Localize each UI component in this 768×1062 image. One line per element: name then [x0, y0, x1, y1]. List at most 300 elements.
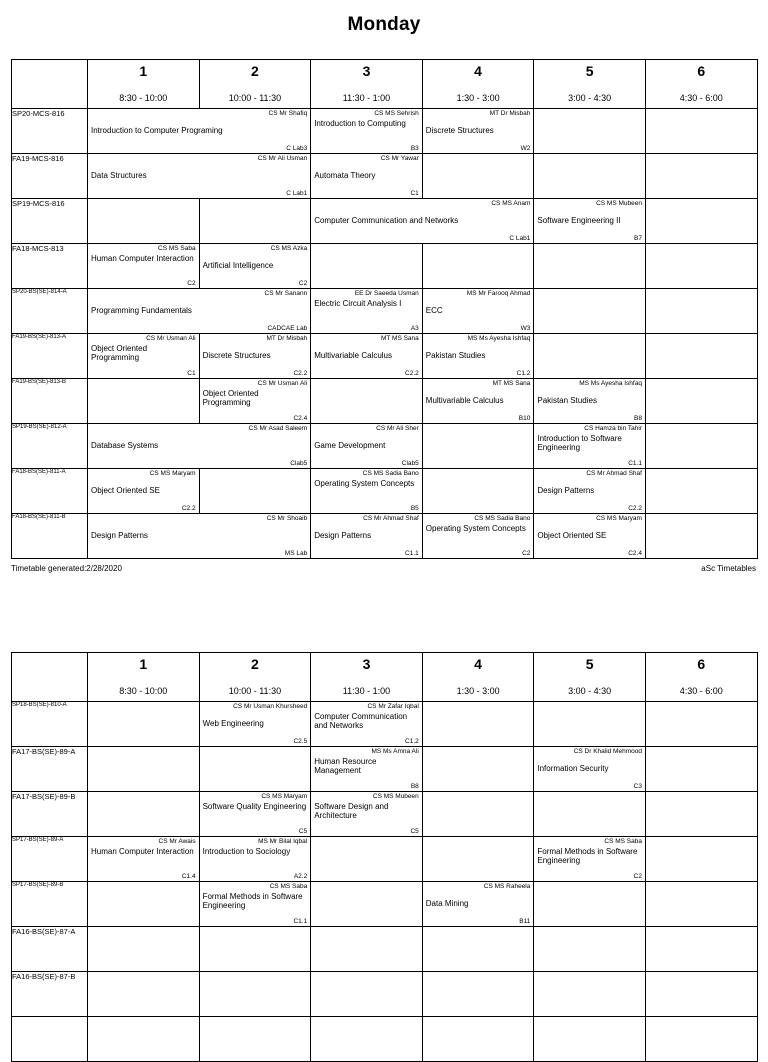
lecturer-name: CS MS Saba	[269, 883, 308, 890]
subject-name: Pakistan Studies	[425, 351, 486, 361]
table-row	[12, 244, 758, 289]
period-number: 2	[250, 656, 259, 672]
empty-cell	[422, 469, 534, 514]
class-group-label: FA19-MCS-816	[12, 154, 88, 199]
lecturer-name: MT MS Sana	[380, 335, 419, 342]
class-group-label: FA16-BS(SE)-87-B	[12, 972, 88, 1017]
lecturer-name: CS MS Saba	[604, 838, 642, 845]
period-header	[311, 653, 423, 702]
lecturer-name: MS Ms Amna Ali	[371, 748, 419, 755]
empty-cell	[534, 792, 646, 837]
room-code: MS Lab	[284, 550, 308, 557]
lecturer-name: MT Dr Misbah	[266, 335, 308, 342]
table-row	[12, 424, 758, 469]
lesson-cell	[534, 379, 646, 424]
subject-name: Introduction to Software Engineering	[537, 434, 622, 453]
table-row	[12, 927, 758, 972]
lecturer-name: CS MS Maryam	[261, 793, 308, 800]
empty-cell	[534, 289, 646, 334]
period-number: 3	[362, 63, 371, 79]
room-code: C2.2	[181, 505, 196, 512]
period-time: 11:30 - 1:00	[342, 686, 391, 696]
period-number: 1	[139, 63, 148, 79]
table-row	[12, 109, 758, 154]
empty-cell	[311, 379, 423, 424]
lesson-cell	[534, 514, 646, 559]
lecturer-name: MS Ms Ayesha Ishfaq	[579, 380, 642, 387]
period-number: 5	[585, 63, 594, 79]
lesson-cell	[199, 792, 311, 837]
period-header	[88, 60, 200, 109]
subject-name: Discrete Structures	[425, 126, 494, 136]
empty-cell	[645, 792, 757, 837]
subject-name: Data Mining	[425, 899, 469, 909]
lesson-cell	[311, 747, 423, 792]
lesson-cell	[534, 837, 646, 882]
subject-name: Design Patterns	[91, 531, 148, 541]
empty-cell	[534, 882, 646, 927]
class-group-label: FA17-BS(SE)-89-B	[12, 792, 88, 837]
room-code: B5	[410, 505, 419, 512]
lecturer-name: CS MS Sehrish	[374, 110, 419, 117]
lecturer-name: CS Mr Usman Ali	[257, 380, 308, 387]
empty-cell	[645, 972, 757, 1017]
lecturer-name: CS Mr Ali Sher	[376, 425, 419, 432]
period-number: 2	[250, 63, 259, 79]
lecturer-name: CS Mr Shafiq	[268, 110, 308, 117]
room-code: B8	[410, 783, 419, 790]
class-group-label: SP18-BS(SE)-810-A	[12, 702, 88, 747]
subject-name: Introduction to Sociology	[202, 847, 291, 856]
room-code: Clab5	[401, 460, 419, 467]
period-time: 1:30 - 3:00	[456, 93, 500, 103]
subject-name: Electric Circuit Analysis I	[314, 299, 402, 308]
timetable-monday	[11, 59, 758, 559]
subject-name: Design Patterns	[537, 486, 595, 496]
period-time: 8:30 - 10:00	[119, 686, 168, 696]
table-row	[12, 792, 758, 837]
subject-name: Software Engineering II	[537, 216, 621, 226]
empty-cell	[422, 927, 534, 972]
room-code: C2.2	[628, 505, 642, 512]
room-code: Clab5	[290, 460, 308, 467]
lesson-cell	[311, 469, 423, 514]
empty-cell	[422, 702, 534, 747]
class-group-label: FA19-BS(SE)-813-B	[12, 379, 88, 424]
room-code: C2.4	[293, 415, 308, 422]
subject-name: Software Design and Architecture	[314, 802, 389, 821]
period-header	[199, 60, 311, 109]
empty-cell	[422, 747, 534, 792]
period-header	[645, 653, 757, 702]
class-group-label: FA18-BS(SE)-811-A	[12, 469, 88, 514]
table-row	[12, 837, 758, 882]
room-code: C2.2	[293, 370, 308, 377]
room-code: C1.4	[181, 873, 196, 880]
period-time: 3:00 - 4:30	[568, 686, 612, 696]
room-code: C2	[187, 280, 196, 287]
lesson-cell	[88, 514, 311, 559]
period-number: 4	[474, 63, 482, 79]
subject-name: Operating System Concepts	[425, 524, 526, 533]
subject-name: Introduction to Computer Programing	[91, 126, 223, 136]
subject-name: Game Development	[314, 441, 386, 451]
empty-cell	[311, 882, 423, 927]
lesson-cell	[422, 334, 534, 379]
period-number: 1	[139, 656, 148, 672]
subject-name: Object Oriented SE	[91, 486, 160, 496]
empty-cell	[645, 837, 757, 882]
empty-cell	[88, 972, 200, 1017]
empty-cell	[645, 882, 757, 927]
lecturer-name: CS Mr Zafar Iqbal	[367, 703, 419, 710]
class-group-label: SP17-BS(SE)-89-B	[12, 882, 88, 927]
empty-cell	[534, 154, 646, 199]
subject-name: Software Quality Engineering	[202, 802, 307, 811]
lecturer-name: CS MS Anam	[491, 200, 531, 207]
subject-name: Web Engineering	[202, 719, 264, 729]
table-row	[12, 882, 758, 927]
empty-cell	[199, 469, 311, 514]
room-code: C1.2	[405, 738, 419, 745]
room-code: C5	[298, 828, 308, 835]
lesson-cell	[311, 289, 423, 334]
lecturer-name: CS Mr Usman Ali	[146, 335, 196, 342]
period-time: 10:00 - 11:30	[228, 686, 282, 696]
empty-cell	[534, 334, 646, 379]
empty-cell	[645, 244, 757, 289]
lecturer-name: MT Dr Misbah	[489, 110, 531, 117]
empty-cell	[311, 1017, 423, 1062]
empty-cell	[645, 289, 757, 334]
empty-cell	[199, 199, 311, 244]
lecturer-name: CS MS Mubeen	[596, 200, 642, 207]
subject-name: ECC	[425, 306, 443, 316]
lesson-cell	[88, 469, 200, 514]
subject-name: Computer Communication and Networks	[314, 216, 459, 226]
room-code: C2	[298, 280, 308, 287]
room-code: C Lab1	[286, 190, 308, 197]
subject-name: Formal Methods in Software Engineering	[537, 847, 638, 866]
table-row	[12, 702, 758, 747]
table-row	[12, 1017, 758, 1062]
lesson-cell	[422, 514, 534, 559]
period-header	[422, 653, 534, 702]
room-code: C1.1	[628, 460, 642, 467]
empty-cell	[199, 927, 311, 972]
table-row	[12, 747, 758, 792]
subject-name: Operating System Concepts	[314, 479, 415, 488]
subject-name: Design Patterns	[314, 531, 372, 541]
lecturer-name: CS Mr Awais	[158, 838, 196, 845]
empty-cell	[422, 154, 534, 199]
empty-cell	[88, 747, 200, 792]
lecturer-name: CS Mr Usman Khursheed	[233, 703, 308, 710]
lesson-cell	[422, 109, 534, 154]
lesson-cell	[422, 882, 534, 927]
subject-name: Object Oriented Programming	[91, 344, 148, 363]
lesson-cell	[88, 424, 311, 469]
lesson-cell	[311, 199, 534, 244]
period-time: 4:30 - 6:00	[679, 686, 723, 696]
lesson-cell	[199, 837, 311, 882]
lecturer-name: CS Mr Ahmad Shaf	[586, 470, 642, 477]
table-row	[12, 972, 758, 1017]
room-code: C2.5	[293, 738, 308, 745]
lecturer-name: CS MS Maryam	[596, 515, 642, 522]
subject-name: Programming Fundamentals	[91, 306, 192, 316]
empty-cell	[534, 244, 646, 289]
table-row	[12, 154, 758, 199]
lesson-cell	[88, 109, 311, 154]
subject-name: Human Computer Interaction	[91, 254, 194, 263]
room-code: C2	[522, 550, 531, 557]
lecturer-name: CS Mr Sanann	[264, 290, 308, 297]
subject-name: Introduction to Computing	[314, 119, 406, 128]
lecturer-name: MT MS Sana	[492, 380, 531, 387]
period-header	[422, 60, 534, 109]
generated-date: Timetable generated:2/28/2020	[11, 564, 122, 573]
empty-cell	[88, 792, 200, 837]
period-number: 3	[362, 656, 371, 672]
empty-cell	[311, 972, 423, 1017]
period-number: 4	[474, 656, 482, 672]
class-group-label: FA18-MCS-813	[12, 244, 88, 289]
lecturer-name: MS Mr Farooq Ahmad	[466, 290, 531, 297]
empty-cell	[311, 244, 423, 289]
room-code: C1.2	[516, 370, 531, 377]
room-code: C5	[410, 828, 419, 835]
room-code: C1	[410, 190, 419, 197]
empty-cell	[645, 154, 757, 199]
lecturer-name: CS Hamza bin Tahir	[584, 425, 642, 432]
lesson-cell	[534, 747, 646, 792]
empty-cell	[422, 244, 534, 289]
class-group-label: SP20-BS(SE)-814-A	[12, 289, 88, 334]
empty-cell	[645, 199, 757, 244]
period-time: 8:30 - 10:00	[119, 93, 168, 103]
lesson-cell	[311, 334, 423, 379]
lecturer-name: CS MS Sadia Bano	[474, 515, 531, 522]
empty-cell	[645, 334, 757, 379]
room-code: C1	[187, 370, 196, 377]
room-code: B7	[634, 235, 642, 242]
lesson-cell	[199, 379, 311, 424]
room-code: A2.2	[293, 873, 308, 880]
room-code: C Lab1	[509, 235, 531, 242]
period-header	[645, 60, 757, 109]
room-code: B3	[410, 145, 419, 152]
empty-cell	[422, 424, 534, 469]
period-time: 11:30 - 1:00	[342, 93, 391, 103]
empty-cell	[88, 702, 200, 747]
lecturer-name: CS MS Raheela	[483, 883, 531, 890]
corner-cell	[12, 60, 88, 109]
empty-cell	[88, 199, 200, 244]
period-number: 5	[585, 656, 594, 672]
period-header	[199, 653, 311, 702]
lesson-cell	[534, 424, 646, 469]
room-code: C1.1	[405, 550, 419, 557]
lecturer-name: CS Mr Yawar	[380, 155, 419, 162]
empty-cell	[534, 702, 646, 747]
subject-name: Human Resource Management	[314, 757, 377, 776]
class-group-label: FA19-BS(SE)-813-A	[12, 334, 88, 379]
subject-name: Object Oriented SE	[537, 531, 607, 541]
table-row	[12, 469, 758, 514]
empty-cell	[645, 424, 757, 469]
room-code: C Lab3	[286, 145, 308, 152]
period-header	[311, 60, 423, 109]
lesson-cell	[311, 424, 423, 469]
subject-name: Computer Communication and Networks	[314, 712, 408, 731]
lecturer-name: EE Dr Saeeda Usman	[354, 290, 419, 297]
room-code: C2	[633, 873, 642, 880]
subject-name: Multivariable Calculus	[425, 396, 504, 406]
room-code: C1.1	[293, 918, 308, 925]
lesson-cell	[311, 514, 423, 559]
lecturer-name: CS Mr Asad Saleem	[248, 425, 308, 432]
empty-cell	[645, 702, 757, 747]
room-code: CADCAE Lab	[267, 325, 308, 332]
lecturer-name: CS Mr Ahmad Shaf	[363, 515, 419, 522]
empty-cell	[422, 837, 534, 882]
page-title: Monday	[347, 14, 421, 35]
empty-cell	[199, 747, 311, 792]
subject-name: Multivariable Calculus	[314, 351, 392, 361]
empty-cell	[645, 109, 757, 154]
period-time: 10:00 - 11:30	[228, 93, 282, 103]
empty-cell	[199, 972, 311, 1017]
class-group-label: FA18-BS(SE)-811-B	[12, 514, 88, 559]
subject-name: Automata Theory	[314, 171, 376, 181]
lecturer-name: CS Mr Shoaib	[266, 515, 308, 522]
table-row	[12, 199, 758, 244]
class-group-label: SP17-BS(SE)-89-A	[12, 837, 88, 882]
empty-cell	[645, 469, 757, 514]
room-code: A3	[410, 325, 419, 332]
brand-credit: aSc Timetables	[701, 564, 756, 573]
room-code: B8	[634, 415, 642, 422]
empty-cell	[534, 109, 646, 154]
lecturer-name: CS Mr Ali Usman	[257, 155, 308, 162]
lesson-cell	[88, 289, 311, 334]
period-number: 6	[697, 656, 706, 672]
subject-name: Data Structures	[91, 171, 147, 181]
class-group-label: SP19-BS(SE)-812-A	[12, 424, 88, 469]
lecturer-name: CS MS Azka	[270, 245, 308, 252]
subject-name: Discrete Structures	[202, 351, 271, 361]
lesson-cell	[311, 702, 423, 747]
lesson-cell	[88, 837, 200, 882]
lesson-cell	[88, 334, 200, 379]
class-group-label: SP19-MCS-816	[12, 199, 88, 244]
lesson-cell	[311, 792, 423, 837]
table-row	[12, 514, 758, 559]
lesson-cell	[199, 334, 311, 379]
subject-name: Pakistan Studies	[537, 396, 597, 406]
lesson-cell	[311, 154, 423, 199]
empty-cell	[645, 379, 757, 424]
lecturer-name: MS Ms Ayesha Ishfaq	[467, 335, 531, 342]
lesson-cell	[88, 244, 200, 289]
empty-cell	[88, 927, 200, 972]
empty-cell	[199, 1017, 311, 1062]
empty-cell	[645, 927, 757, 972]
lecturer-name: CS MS Saba	[158, 245, 196, 252]
room-code: W3	[520, 325, 531, 332]
lesson-cell	[422, 379, 534, 424]
subject-name: Information Security	[537, 764, 609, 774]
room-code: C3	[633, 783, 642, 790]
subject-name: Human Computer Interaction	[91, 847, 194, 856]
lecturer-name: CS MS Sadia Bano	[362, 470, 419, 477]
timetable-continued	[11, 652, 758, 1062]
empty-cell	[534, 1017, 646, 1062]
period-header	[534, 60, 646, 109]
class-group-label: SP20-MCS-816	[12, 109, 88, 154]
empty-cell	[88, 1017, 200, 1062]
lesson-cell	[534, 469, 646, 514]
lesson-cell	[422, 289, 534, 334]
period-time: 1:30 - 3:00	[456, 686, 500, 696]
empty-cell	[422, 792, 534, 837]
empty-cell	[645, 1017, 757, 1062]
subject-name: Database Systems	[91, 441, 159, 451]
table-row	[12, 334, 758, 379]
period-time: 3:00 - 4:30	[568, 93, 612, 103]
class-group-label: FA16-BS(SE)-87-A	[12, 927, 88, 972]
lecturer-name: CS Dr Khalid Mehmood	[573, 748, 642, 755]
lesson-cell	[199, 882, 311, 927]
class-group-label	[12, 1017, 88, 1062]
empty-cell	[88, 882, 200, 927]
lecturer-name: MS Mr Bilal Iqbal	[258, 838, 308, 845]
period-number: 6	[697, 63, 706, 79]
lesson-cell	[88, 154, 311, 199]
empty-cell	[645, 514, 757, 559]
empty-cell	[534, 972, 646, 1017]
empty-cell	[645, 747, 757, 792]
room-code: B11	[519, 918, 531, 925]
empty-cell	[534, 927, 646, 972]
lesson-cell	[199, 244, 311, 289]
lesson-cell	[311, 109, 423, 154]
empty-cell	[311, 927, 423, 972]
table-row	[12, 289, 758, 334]
corner-cell	[12, 653, 88, 702]
empty-cell	[422, 972, 534, 1017]
lecturer-name: CS MS Maryam	[149, 470, 196, 477]
period-time: 4:30 - 6:00	[679, 93, 723, 103]
room-code: W2	[520, 145, 531, 152]
lesson-cell	[199, 702, 311, 747]
empty-cell	[311, 837, 423, 882]
class-group-label: FA17-BS(SE)-89-A	[12, 747, 88, 792]
period-header	[534, 653, 646, 702]
subject-name: Artificial Intelligence	[202, 261, 274, 271]
table-row	[12, 379, 758, 424]
subject-name: Formal Methods in Software Engineering	[202, 892, 303, 911]
room-code: C2.4	[628, 550, 642, 557]
lecturer-name: CS MS Mubeen	[372, 793, 419, 800]
subject-name: Object Oriented Programming	[202, 389, 259, 408]
room-code: B10	[518, 415, 531, 422]
lesson-cell	[534, 199, 646, 244]
period-header	[88, 653, 200, 702]
empty-cell	[422, 1017, 534, 1062]
empty-cell	[88, 379, 200, 424]
